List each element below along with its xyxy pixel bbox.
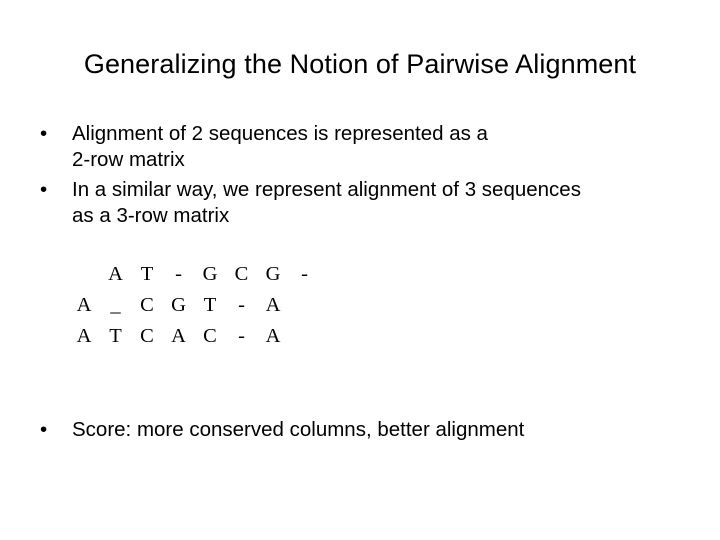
alignment-cell: G xyxy=(171,294,186,316)
alignment-cell: A xyxy=(76,325,92,347)
alignment-cell: - xyxy=(301,263,308,285)
alignment-cell: A xyxy=(76,294,92,316)
alignment-cell: A xyxy=(108,263,123,285)
bullet-text-continued: as a 3-row matrix xyxy=(72,204,230,227)
slide-title: Generalizing the Notion of Pairwise Alignment xyxy=(83,49,637,79)
alignment-cell: T xyxy=(140,263,154,285)
alignment-cell: - xyxy=(238,294,245,316)
alignment-cell: G xyxy=(202,263,218,285)
alignment-cell: A xyxy=(265,325,281,347)
alignment-cell: - xyxy=(238,325,245,347)
alignment-cell: - xyxy=(175,263,182,285)
alignment-cell: _ xyxy=(110,294,121,316)
bullet-text: In a similar way, we represent alignment of 3 sequences xyxy=(72,178,581,201)
alignment-cell: T xyxy=(203,294,217,316)
alignment-cell: T xyxy=(109,325,122,347)
alignment-cell: A xyxy=(171,325,186,347)
bullet-text-continued: 2-row matrix xyxy=(72,148,185,171)
alignment-cell: C xyxy=(140,325,154,347)
alignment-cell: A xyxy=(265,294,281,316)
bullet-glyph: • xyxy=(40,122,48,145)
bullet-glyph: • xyxy=(40,418,48,441)
alignment-cell: C xyxy=(140,294,154,316)
bullet-text: Score: more conserved columns, better alignment xyxy=(72,418,525,441)
alignment-cell: G xyxy=(265,263,281,285)
bullet-glyph: • xyxy=(40,178,48,201)
bullet-text: Alignment of 2 sequences is represented as a xyxy=(72,122,488,145)
alignment-cell: C xyxy=(234,263,249,285)
alignment-cell: C xyxy=(203,325,217,347)
